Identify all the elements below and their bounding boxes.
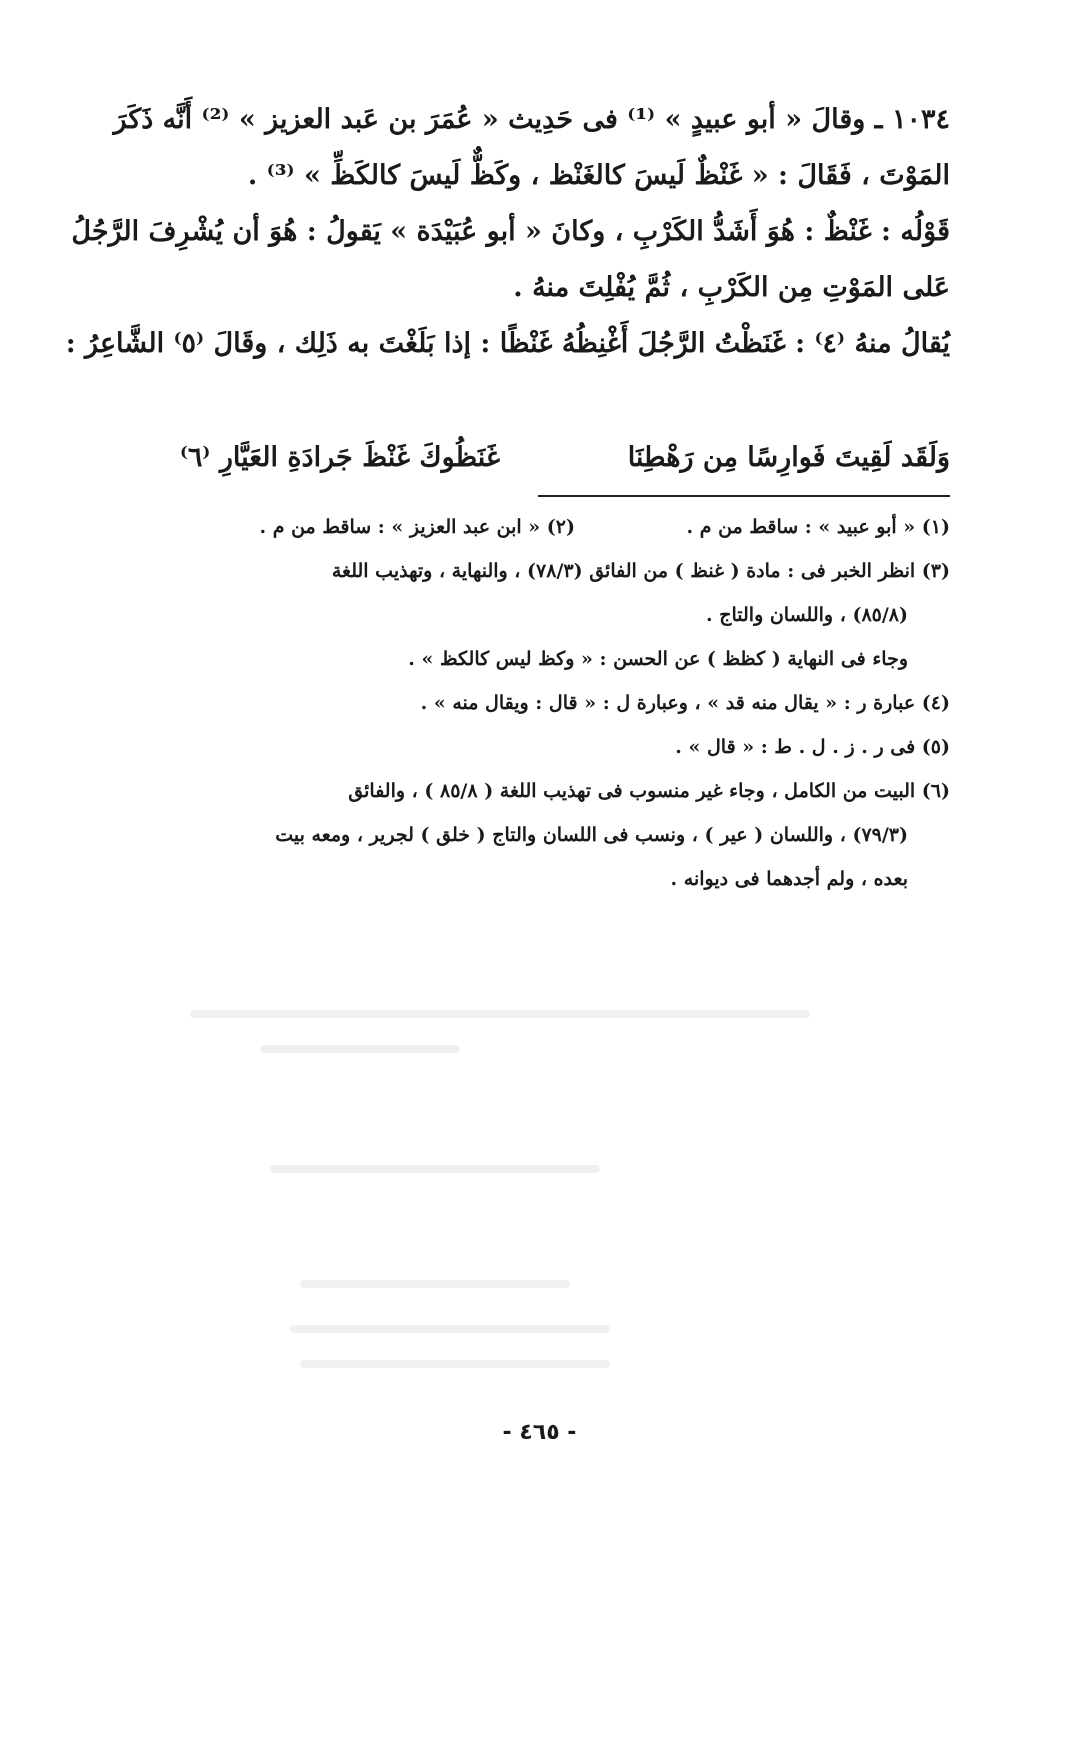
bleed-through-mark — [290, 1325, 610, 1333]
text-line-1: ١٠٣٤ ـ وقالَ « أبو عبيدٍ » ⁽¹⁾ فى حَدِيث « عُمَرَ بن عَبد العزيز » ⁽²⁾ أَنَّه ذَكَرَ — [113, 104, 950, 135]
footnote-6-end: بعده ، ولم أجدهما فى ديوانه . — [670, 868, 908, 890]
footnote-1: (١) « أبو عبيد » : ساقط من م . — [686, 516, 950, 538]
bleed-through-mark — [260, 1045, 460, 1053]
footnote-6: (٦) البيت من الكامل ، وجاء غير منسوب فى تهذيب اللغة ( ٨٥/٨ ) ، والفائق — [348, 780, 950, 802]
footnote-3-extra: وجاء فى النهاية ( كظظ ) عن الحسن : « وكظ ليس كالكظ » . — [408, 648, 908, 670]
text-line-3: قَوْلُه : غَنْظٌ : هُوَ أَشَدُّ الكَرْبِ ، وكانَ « أبو عُبَيْدَة » يَقولُ : هُوَ أن يُشْرِفَ الرَّجُلُ — [71, 216, 950, 247]
footnote-3-cont: (٨٥/٨) ، واللسان والتاج . — [705, 604, 908, 626]
text-line-5: يُقالُ منهُ ⁽٤⁾ : غَنَظْتُ الرَّجُلَ أَغْنِظُهُ غَنْظًا : إذا بَلَغْتَ به ذَلِك ، وقَالَ ⁽٥⁾ الشَّاعِرُ : — [65, 328, 950, 359]
footnote-separator — [538, 495, 950, 497]
text-line-4: عَلى المَوْتِ مِن الكَرْبِ ، ثُمَّ يُفْلِتَ منهُ . — [513, 272, 950, 303]
footnote-4: (٤) عبارة ر : « يقال منه قد » ، وعبارة ل : « قال : ويقال منه » . — [420, 692, 950, 714]
bleed-through-mark — [190, 1010, 810, 1018]
poetry-verse — [150, 430, 950, 486]
footnotes — [150, 505, 950, 901]
text-line-2: المَوْتَ ، فَقَالَ : « غَنْظٌ لَيسَ كالغَنْظ ، وكَظٌّ لَيسَ كالكَظِّ » ⁽³⁾ . — [247, 160, 950, 191]
bleed-through-mark — [300, 1360, 610, 1368]
footnote-3: (٣) انظر الخبر فى : مادة ( غنظ ) من الفائق (٧٨/٣) ، والنهاية ، وتهذيب اللغة — [331, 560, 950, 582]
bleed-through-mark — [300, 1280, 570, 1288]
footnote-6-cont: (٧٩/٣) ، واللسان ( عير ) ، ونسب فى اللسان والتاج ( خلق ) لجرير ، ومعه بيت — [275, 824, 908, 846]
footnote-5: (٥) فى ر . ز . ل . ط : « قال » . — [675, 736, 950, 758]
main-text — [65, 92, 950, 372]
verse-first-hemistich: وَلَقَد لَقِيتَ فَوارِسًا مِن رَهْطِنَا — [627, 442, 950, 473]
bleed-through-mark — [270, 1165, 600, 1173]
verse-second-hemistich: غَنَظُوكَ غَنْظَ جَرادَةِ العَيَّارِ ⁽٦⁾ — [179, 442, 500, 473]
footnote-row-1-2 — [150, 505, 950, 549]
page-number: - ٤٦٥ - — [502, 1420, 577, 1445]
footnote-2: (٢) « ابن عبد العزيز » : ساقط من م . — [259, 516, 575, 538]
